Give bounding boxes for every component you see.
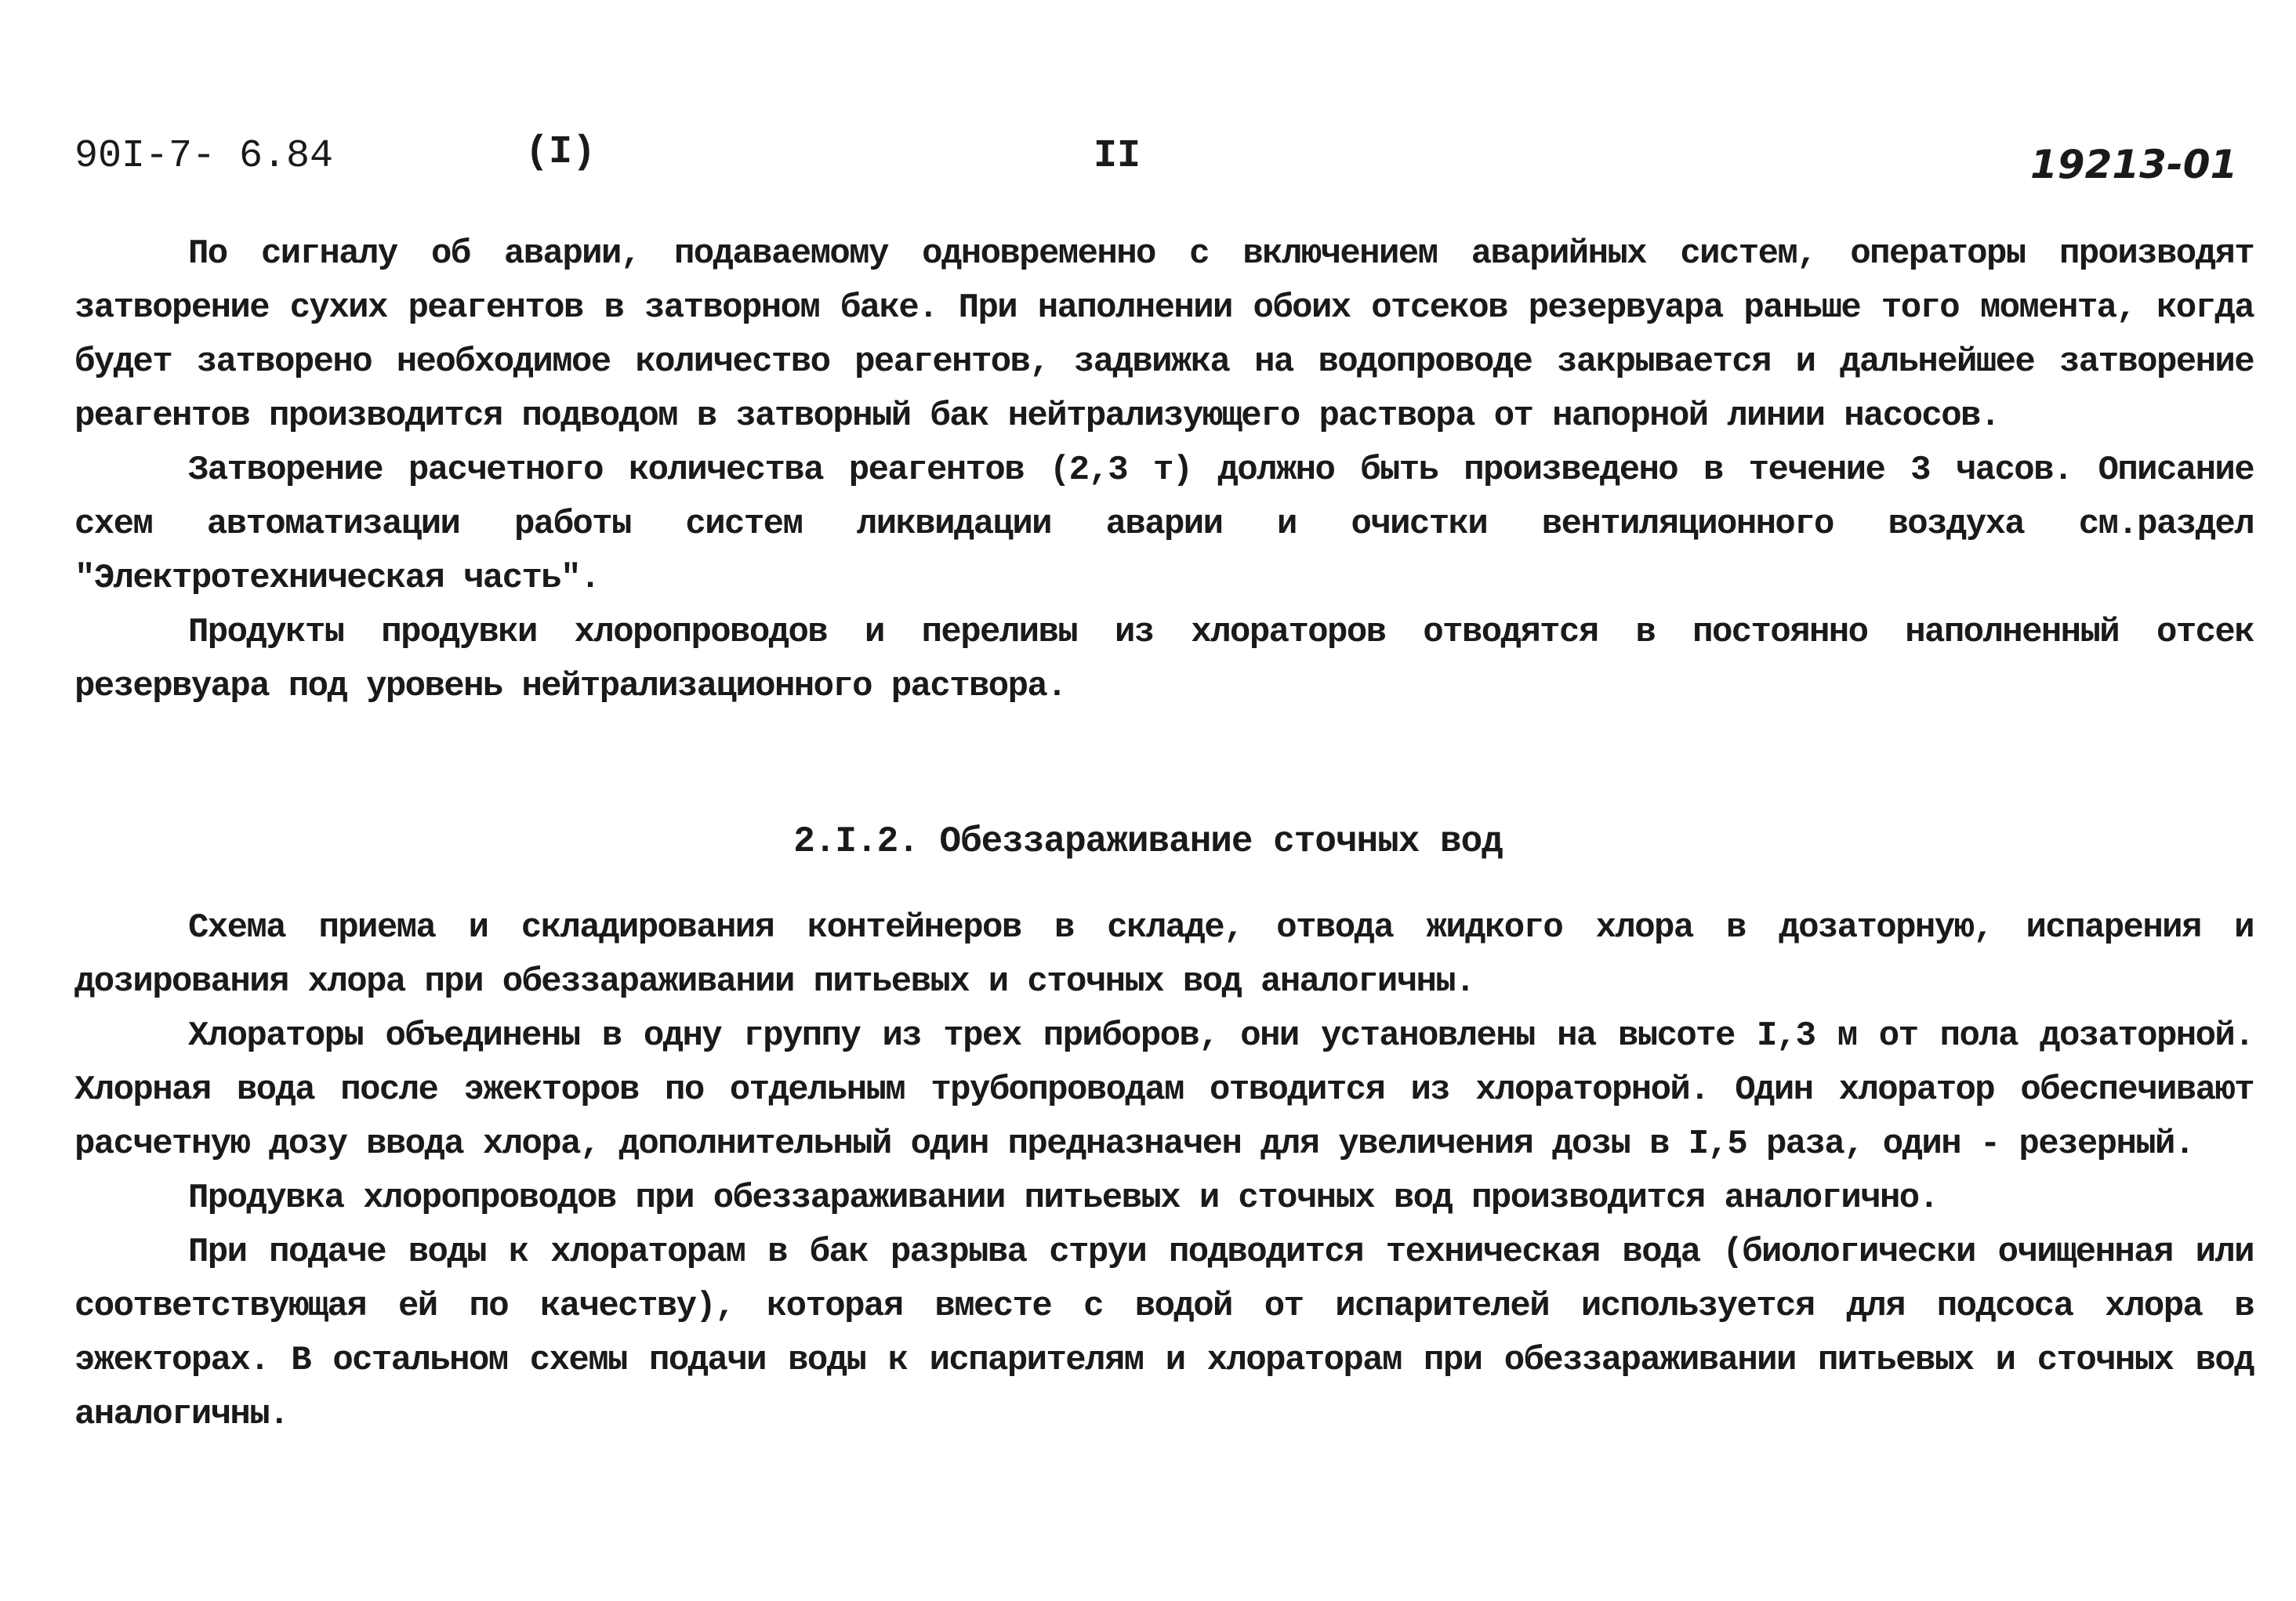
paragraph: Продувка хлоропроводов при обеззараживании питьевых и сточных вод производится аналогично. [188, 1179, 1939, 1218]
body-text-top [74, 227, 2254, 714]
paragraph: Хлораторы объединены в одну группу из трех приборов, они установлены на высоте I,3 м от пола дозаторной. Хлорная вода после эжекторов по отдельным трубопроводам отводится из хлораторной. Один хлоратор обеспечивают расчетную дозу ввода хлора, дополнительный один предназначен для увеличения дозы в I,5 раза, один - резерный. [74, 1016, 2254, 1164]
inventory-number: 19213-01 [2030, 142, 2238, 187]
body-text-bottom [74, 901, 2254, 1442]
paragraph: Схема приема и складирования контейнеров в складе, отвода жидкого хлора в дозаторную, испарения и дозирования хлора при обеззараживании питьевых и сточных вод аналогичны. [74, 908, 2254, 1002]
section-heading: 2.I.2. Обеззараживание сточных вод [793, 821, 1503, 862]
paragraph: По сигналу об аварии, подаваемому одновременно с включением аварийных систем, операторы производят затворение сухих реагентов в затворном баке. При наполнении обоих отсеков резервуара раньше того момента, когда будет затворено необходимое количество реагентов, задвижка на водопроводе закрывается и дальнейшее затворение реагентов производится подводом в затворный бак нейтрализующего раствора от напорной линии насосов. [74, 234, 2254, 436]
page-number: II [1094, 134, 1141, 179]
paragraph: Продукты продувки хлоропроводов и переливы из хлораторов отводятся в постоянно наполненный отсек резервуара под уровень нейтрализационного раствора. [74, 613, 2254, 706]
paragraph: При подаче воды к хлораторам в бак разрыва струи подводится техническая вода (биологически очищенная или соответствующая ей по качеству), которая вместе с водой от испарителей используется для подсоса хлора в эжекторах. В остальном схемы подачи воды к испарителям и хлораторам при обеззараживании питьевых и сточных вод аналогичны. [74, 1233, 2254, 1434]
volume-number: (I) [525, 130, 597, 175]
paragraph: Затворение расчетного количества реагентов (2,3 т) должно быть произведено в течение 3 часов. Описание схем автоматизации работы систем ликвидации аварии и очистки вентиляционного воздуха см.раздел "Электротехническая часть". [74, 451, 2254, 598]
document-code: 90I-7- 6.84 [74, 134, 334, 179]
